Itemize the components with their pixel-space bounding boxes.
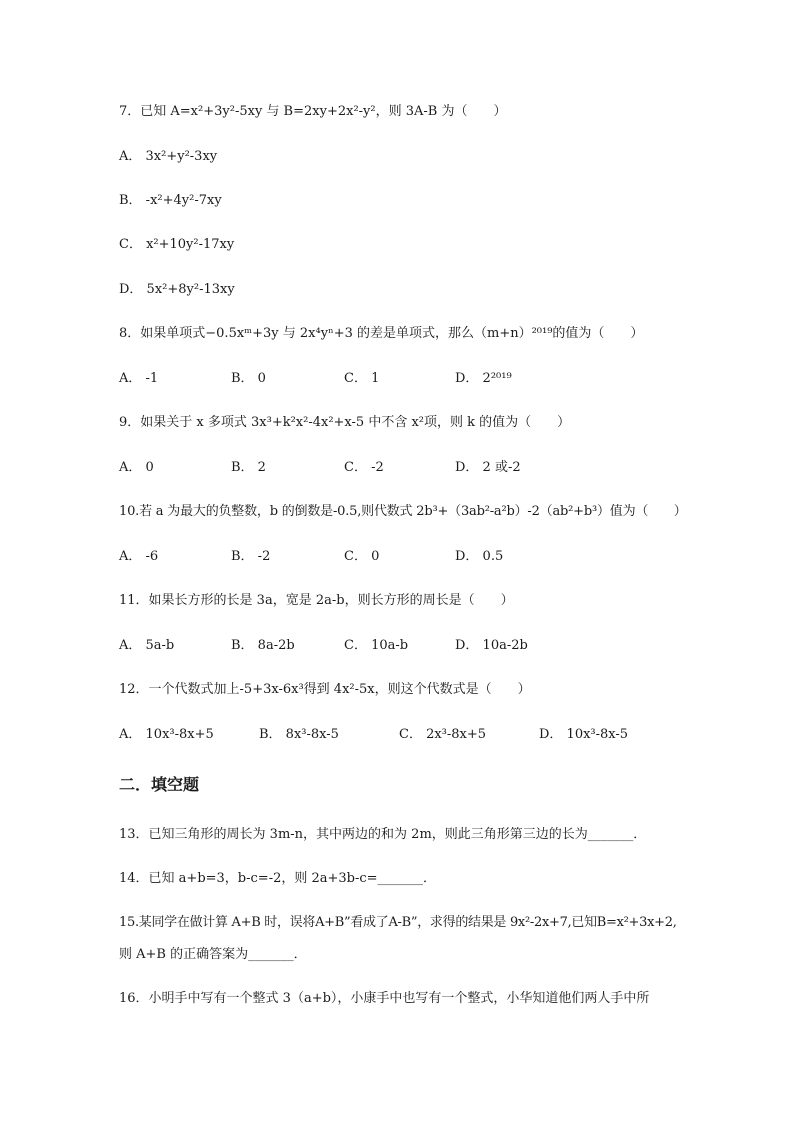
q10-option-a: A． -6 (119, 549, 159, 564)
q14-stem: 14．已知 a+b=3，b-c=-2，则 2a+3b-c=_______． (119, 871, 437, 886)
q9-stem: 9．如果关于 x 多项式 3x³+k²x²-4x²+x-5 中不含 x²项，则 k 的值为（ ） (119, 415, 571, 430)
q11-option-d: D． 10a-2b (455, 638, 528, 653)
q10-option-d: D． 0.5 (455, 549, 504, 564)
section-heading-fill-in: 二．填空题 (119, 775, 200, 794)
q7-option-a: A． 3x²+y²-3xy (119, 149, 218, 164)
q7-option-d: D． 5x²+8y²-13xy (119, 282, 235, 297)
q12-stem: 12．一个代数式加上-5+3x-6x³得到 4x²-5x，则这个代数式是（ ） (119, 682, 531, 697)
q11-option-a: A． 5a-b (119, 638, 175, 653)
q11-option-c: C． 10a-b (344, 638, 409, 653)
q8-option-a: A． -1 (119, 371, 159, 386)
q15-stem-line2: 则 A+B 的正确答案为_______． (119, 947, 307, 962)
q9-option-d: D． 2 或-2 (455, 460, 521, 475)
q9-option-b: B． 2 (231, 460, 266, 475)
q16-stem-line1: 16．小明手中写有一个整式 3（a+b），小康手中也写有一个整式，小华知道他们两人手中所 (119, 991, 650, 1006)
q8-stem: 8．如果单项式−0.5xᵐ+3y 与 2x⁴yⁿ+3 的差是单项式，那么（m+n）²⁰¹⁹的值为（ ） (119, 326, 644, 341)
q12-option-c: C． 2x³-8x+5 (399, 727, 487, 742)
q8-option-c: C． 1 (344, 371, 380, 386)
q11-option-b: B． 8a-2b (231, 638, 295, 653)
q12-option-d: D． 10x³-8x-5 (539, 727, 629, 742)
q7-option-c: C． x²+10y²-17xy (119, 237, 235, 252)
q9-option-c: C． -2 (344, 460, 384, 475)
q10-option-c: C． 0 (344, 549, 380, 564)
q7-option-b: B． -x²+4y²-7xy (119, 193, 222, 208)
q8-option-d: D． 2²⁰¹⁹ (455, 371, 512, 386)
q15-stem-line1: 15.某同学在做计算 A+B 时，误将A+B”看成了A-B”，求得的结果是 9x²-2x+7,已知B=x²+3x+2, (119, 915, 677, 930)
q12-option-b: B． 8x³-8x-5 (259, 727, 339, 742)
q13-stem: 13．已知三角形的周长为 3m-n，其中两边的和为 2m，则此三角形第三边的长为_______． (119, 827, 647, 842)
q11-stem: 11．如果长方形的长是 3a，宽是 2a-b，则长方形的周长是（ ） (119, 593, 514, 608)
q8-option-b: B． 0 (231, 371, 266, 386)
q10-stem: 10.若 a 为最大的负整数，b 的倒数是-0.5,则代数式 2b³+（3ab²-a²b）-2（ab²+b³）值为（ ） (119, 504, 687, 519)
q12-option-a: A． 10x³-8x+5 (119, 727, 214, 742)
q10-option-b: B． -2 (231, 549, 271, 564)
q9-option-a: A． 0 (119, 460, 154, 475)
q7-stem: 7．已知 A=x²+3y²-5xy 与 B=2xy+2x²-y²，则 3A-B 为（ ） (119, 104, 507, 119)
